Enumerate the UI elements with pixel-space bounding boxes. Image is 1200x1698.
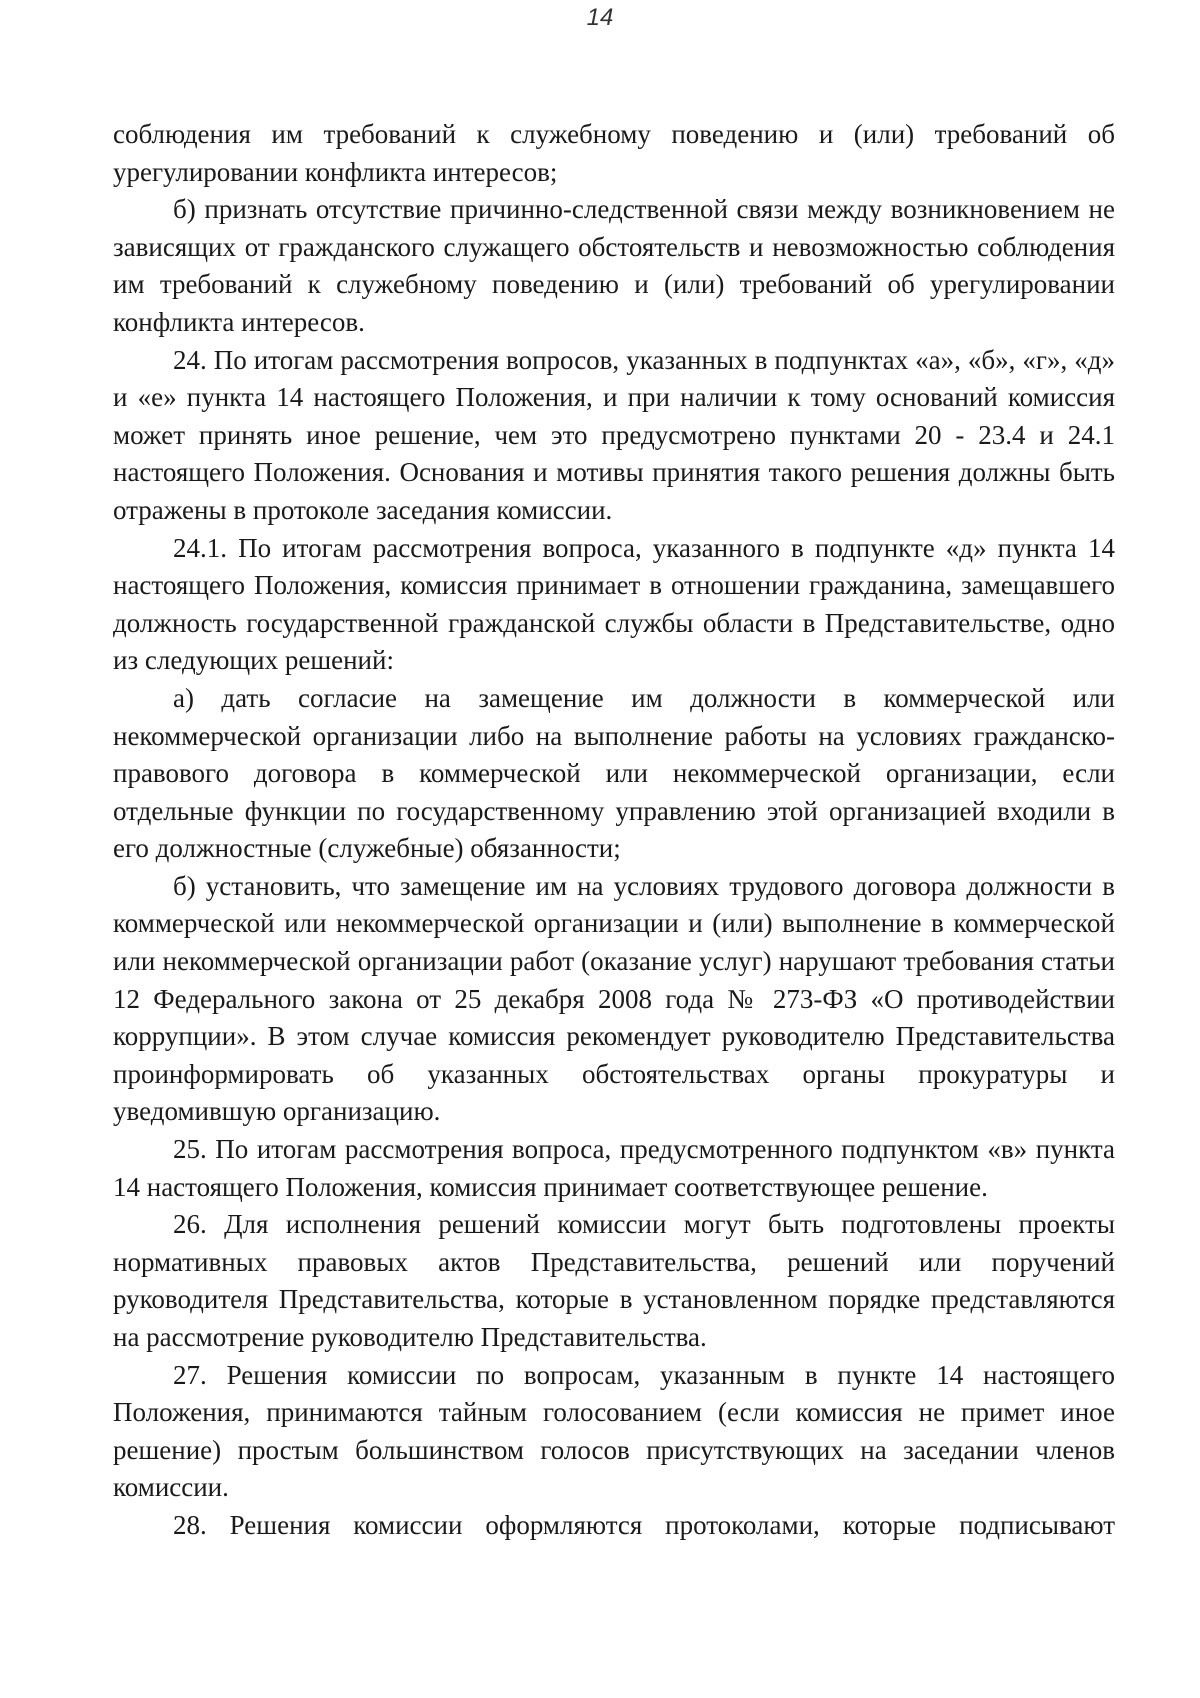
paragraph-23-b: б) признать отсутствие причинно-следственной связи между возникновением не зависящих от гражданского служащего обстоятельств и невозможностью соблюдения им требований к служебному поведению и (или) требований об урегулировании конфликта интересов. [113,194,1115,337]
paragraph-continuation: соблюдения им требований к служебному поведению и (или) требований об урегулировании конфликта интересов; [113,119,1115,187]
document-body [113,116,1115,1545]
paragraph-24-1-b: б) установить, что замещение им на условиях трудового договора должности в коммерческой или некоммерческой организации и (или) выполнение в коммерческой или некоммерческой организации работ (оказание услуг) нарушают требования статьи 12 Федерального закона от 25 декабря 2008 года № 273-ФЗ «О противодействии коррупции». В этом случае комиссия рекомендует руководителю Представительства проинформировать об указанных обстоятельствах органы прокуратуры и уведомившую организацию. [113,870,1115,1127]
paragraph-27: 27. Решения комиссии по вопросам, указанным в пункте 14 настоящего Положения, принимаются тайным голосованием (если комиссия не примет иное решение) простым большинством голосов присутствующих на заседании членов комиссии. [113,1359,1115,1503]
paragraph-26: 26. Для исполнения решений комиссии могут быть подготовлены проекты нормативных правовых актов Представительства, решений или поручений руководителя Представительства, которые в установленном порядке представляются на рассмотрение руководителю Представительства. [113,1209,1115,1352]
paragraph-24-1: 24.1. По итогам рассмотрения вопроса, указанного в подпункте «д» пункта 14 настоящего Положения, комиссия принимает в отношении гражданина, замещавшего должность государственной гражданской службы области в Представительстве, одно из следующих решений: [113,532,1115,676]
page-number: 14 [586,4,614,31]
paragraph-28: 28. Решения комиссии оформляются протоколами, которые подписывают [173,1509,1115,1540]
paragraph-25: 25. По итогам рассмотрения вопроса, предусмотренного подпунктом «в» пункта 14 настоящего Положения, комиссия принимает соответствующее решение. [113,1134,1115,1202]
paragraph-24-1-a: а) дать согласие на замещение им должности в коммерческой или некоммерческой организации либо на выполнение работы на условиях гражданско-правового договора в коммерческой или некоммерческой организации, если отдельные функции по государственному управлению этой организацией входили в его должностные (служебные) обязанности; [113,682,1115,864]
paragraph-24: 24. По итогам рассмотрения вопросов, указанных в подпунктах «а», «б», «г», «д» и «е» пункта 14 настоящего Положения, и при наличии к тому оснований комиссия может принять иное решение, чем это предусмотрено пунктами 20 - 23.4 и 24.1 настоящего Положения. Основания и мотивы принятия такого решения должны быть отражены в протоколе заседания комиссии. [113,344,1115,525]
